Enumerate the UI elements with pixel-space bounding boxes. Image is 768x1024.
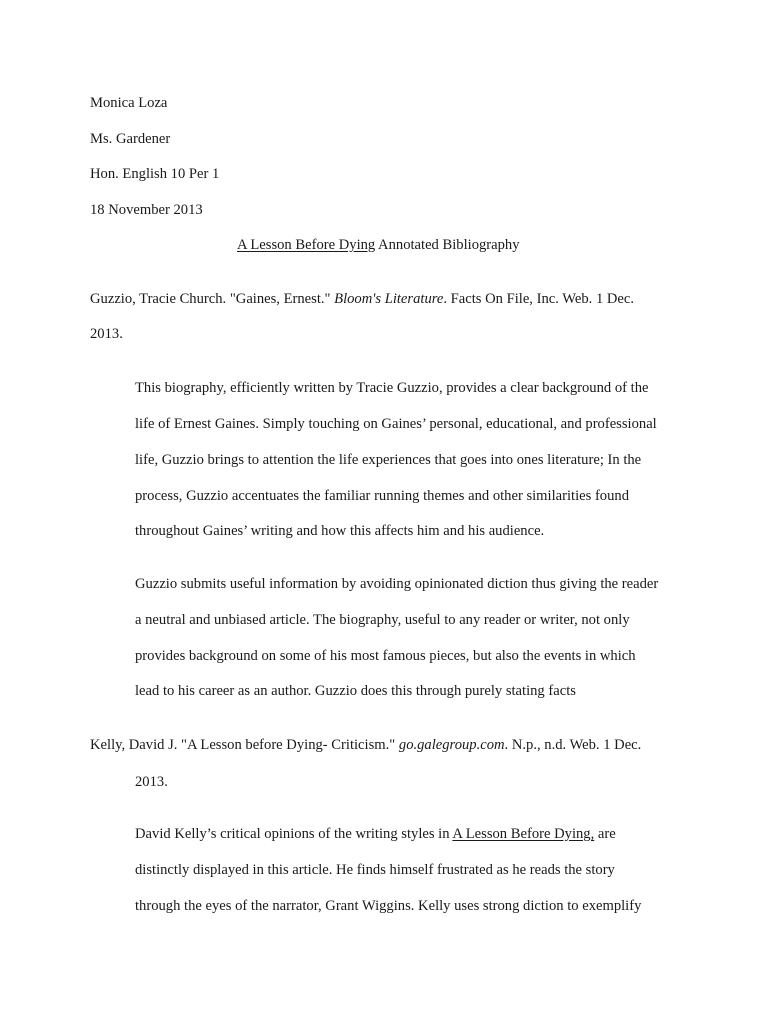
citation-2-publisher: . N.p., n.d. Web. 1 Dec. [504, 737, 642, 753]
annotation-1-p1-line-2: life of Ernest Gaines. Simply touching on Gaines’ personal, educational, and professional [135, 416, 657, 432]
annotation-1-p2-line-3: provides background on some of his most famous pieces, but also the events in which [135, 648, 636, 664]
document-title [237, 236, 520, 254]
citation-1-publisher: . Facts On File, Inc. Web. 1 Dec. [443, 291, 635, 307]
annotation-2-tail: are [594, 826, 616, 842]
teacher-name: Ms. Gardener [90, 131, 171, 147]
annotation-2-lead: David Kelly’s critical opinions of the writing styles in [135, 826, 453, 842]
citation-1-line-2: 2013. [90, 326, 123, 342]
annotation-1-p1-line-1: This biography, efficiently written by Tracie Guzzio, provides a clear background of the [135, 380, 649, 396]
annotation-2-book-title: A Lesson Before Dying, [452, 826, 595, 842]
annotation-2-p1-line-2: distinctly displayed in this article. He finds himself frustrated as he reads the story [135, 862, 615, 878]
title-rest: Annotated Bibliography [375, 237, 520, 253]
citation-2-authors: Kelly, David J. "A Lesson before Dying- Criticism." [90, 737, 399, 753]
citation-1-source: Bloom's Literature [334, 291, 444, 307]
document-date: 18 November 2013 [90, 202, 203, 218]
annotation-1-p2-line-4: lead to his career as an author. Guzzio does this through purely stating facts [135, 683, 576, 699]
student-name: Monica Loza [90, 95, 168, 111]
annotation-2-p1-line-1 [135, 825, 616, 843]
title-book-name: A Lesson Before Dying [237, 237, 376, 253]
citation-2-line-1 [90, 736, 641, 754]
citation-1-authors: Guzzio, Tracie Church. "Gaines, Ernest." [90, 291, 335, 307]
annotation-2-p1-line-3: through the eyes of the narrator, Grant Wiggins. Kelly uses strong diction to exemplify [135, 898, 642, 914]
course-name: Hon. English 10 Per 1 [90, 166, 220, 182]
citation-2-line-2: 2013. [135, 774, 168, 790]
citation-1-line-1 [90, 290, 634, 308]
annotation-1-p1-line-3: life, Guzzio brings to attention the life experiences that goes into ones literature; In the [135, 452, 642, 468]
annotation-1-p1-line-4: process, Guzzio accentuates the familiar running themes and other similarities found [135, 488, 629, 504]
annotation-1-p2-line-2: a neutral and unbiased article. The biography, useful to any reader or writer, not only [135, 612, 630, 628]
citation-2-source: go.galegroup.com [398, 737, 505, 753]
annotation-1-p1-line-5: throughout Gaines’ writing and how this affects him and his audience. [135, 523, 545, 539]
annotation-1-p2-line-1: Guzzio submits useful information by avoiding opinionated diction thus giving the reader [135, 576, 659, 592]
